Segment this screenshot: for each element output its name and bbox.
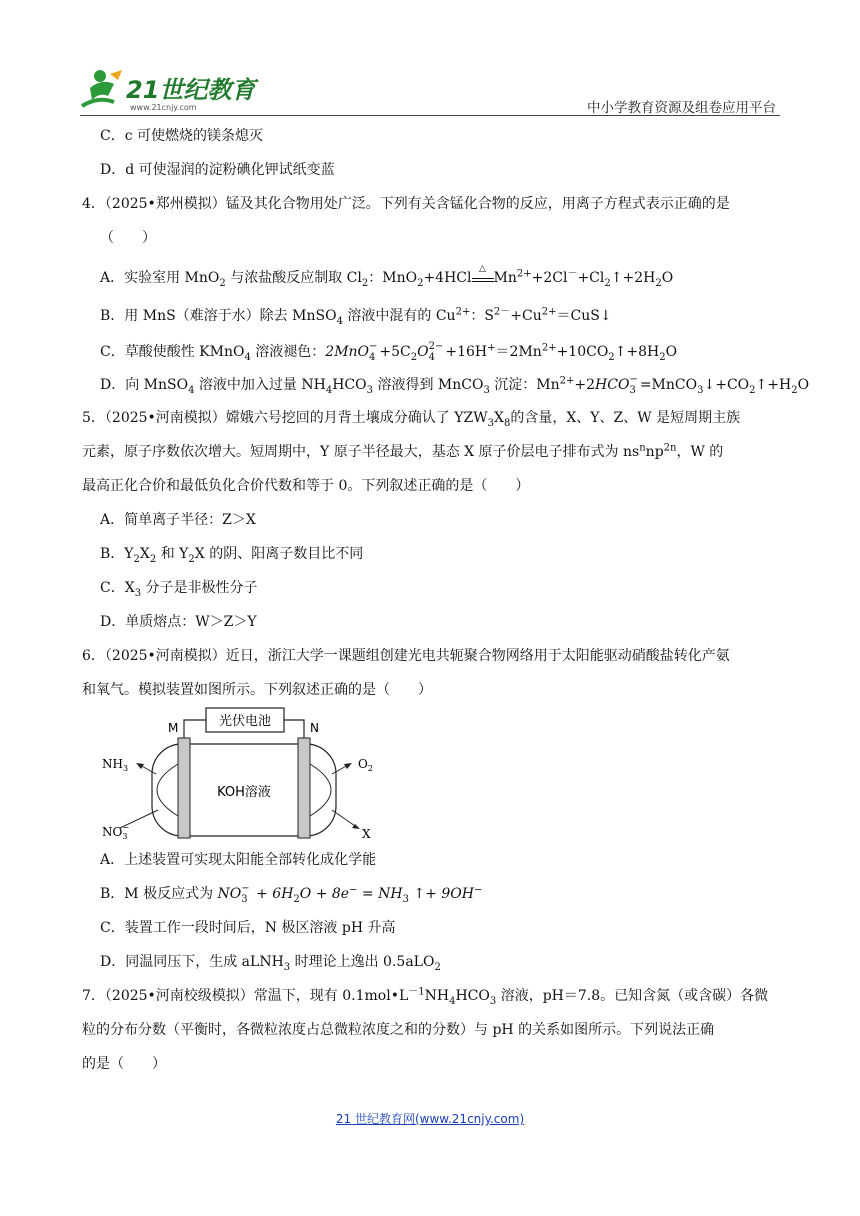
q4-option-c: C．草酸使酸性 KMnO$_4$ 溶液褪色：2MnO − 4 $+5C_2O$ 2− 4 $+16H^+=2Mn^{2+}+10CO_2↑+8H_2O$ [100,341,678,363]
q6-option-d: D．同温同压下，生成 aLNH$_3$ 时理论上逸出 0.5aLO$_2$ [100,954,441,973]
svg-text:www.21cnjy.com: www.21cnjy.com [130,103,197,112]
electrode-m [178,738,190,838]
q4-option-d: D．向 MnSO$_4$ 溶液中加入过量 $NH_4HCO_3$ 溶液得到 MnCO$_3$ 沉淀：$Mn^{2+}+2HCO$ − 3 $=MnCO_3↓+CO_2↑+H_2O$ [100,374,810,396]
q5-option-d: D．单质熔点：W＞Z＞Y [100,614,257,630]
left-bottom-species: $NO_3-$ [102,823,130,841]
q5-option-c: C．$X_3$ 分子是非极性分子 [100,580,258,599]
q4-option-b: B．用 MnS（难溶于水）除去 MnSO$_4$ 溶液中混有的 $Cu^{2+}$：$S^{2-}+Cu^{2+}=CuS↓$ [100,306,612,327]
q7-stem-line1: 7．（2025•河南校级模拟）常温下，现有 $0.1mol•L^{-1}NH_4HCO_3$ 溶液，pH＝7.8。已知含氮（或含碳）各微 [82,986,769,1007]
q3-option-d: D．d 可使湿润的淀粉碘化钾试纸变蓝 [100,162,335,178]
q4-stem-paren: （ ） [100,230,156,246]
q4-stem: 4．（2025•郑州模拟）锰及其化合物用处广泛。下列有关含锰化合物的反应，用离子方程式表示正确的是 [82,196,730,212]
q3-option-c: C．c 可使燃烧的镁条熄灭 [100,128,264,144]
q6-stem-line2: 和氧气。模拟装置如图所示。下列叙述正确的是（ ） [82,682,432,698]
q6-stem-line1: 6．（2025•河南模拟）近日，浙江大学一课题组创建光电共轭聚合物网络用于太阳能驱动硝酸盐转化产氨 [82,648,730,664]
pv-cell-label: 光伏电池 [218,714,272,729]
platform-name: 中小学教育资源及组卷应用平台 [587,100,776,116]
q6-option-c: C．装置工作一段时间后，N 极区溶液 pH 升高 [100,920,396,936]
footer-link[interactable]: 21 世纪教育网(www.21cnjy.com) [335,1112,525,1126]
left-top-species: $NH_3$ [102,757,129,773]
q6-option-b: B．M 极反应式为 NO − 3 + $6H_2O + 8e^- = NH_3$ ↑+ 9OH− [100,883,483,905]
q5-option-b: B．$Y_2X_2$ 和 $Y_2X$ 的阴、阳离子数目比不同 [100,546,364,565]
right-top-species: $O_2$ [358,757,373,773]
q6-option-a: A．上述装置可实现太阳能全部转化成化学能 [100,852,377,868]
q5-stem-line2: 元素，原子序数依次增大。短周期中，Y 原子半径最大，基态 X 原子价层电子排布式为 $ns^nnp^{2n}$，W 的 [82,442,724,460]
q4-option-a: A．实验室用 MnO$_2$ 与浓盐酸反应制取 $Cl_2$：MnO$_2$+4HCl △ $Mn^{2+}+2Cl^-+Cl_2↑+2H_2O$ [100,264,674,289]
q5-option-a: A．简单离子半径：Z＞X [100,512,256,528]
page-header [80,62,780,118]
electrode-n [298,738,310,838]
solution-label: KOH溶液 [217,785,271,800]
electrode-n-label: N [310,721,319,735]
page-footer [0,1110,860,1127]
q5-stem-line1: 5．（2025•河南模拟）嫦娥六号挖回的月背土壤成分确认了 $YZW_3X_8$的含量，X、Y、Z、W 是短周期主族 [82,410,741,429]
right-bottom-species: X [362,827,371,841]
q5-stem-line3: 最高正化合价和最低负化合价代数和等于 0。下列叙述正确的是（ ） [82,478,530,494]
electrolysis-device-diagram [96,704,386,844]
header-divider [80,115,780,116]
svg-text:21世纪教育: 21世纪教育 [126,76,256,104]
q7-stem-line2: 粒的分布分数（平衡时，各微粒浓度占总微粒浓度之和的分数）与 pH 的关系如图所示。下列说法正确 [82,1022,715,1038]
electrode-m-label: M [168,721,179,735]
21cnjy-logo [80,66,260,114]
q7-stem-line3: 的是（ ） [82,1056,166,1072]
